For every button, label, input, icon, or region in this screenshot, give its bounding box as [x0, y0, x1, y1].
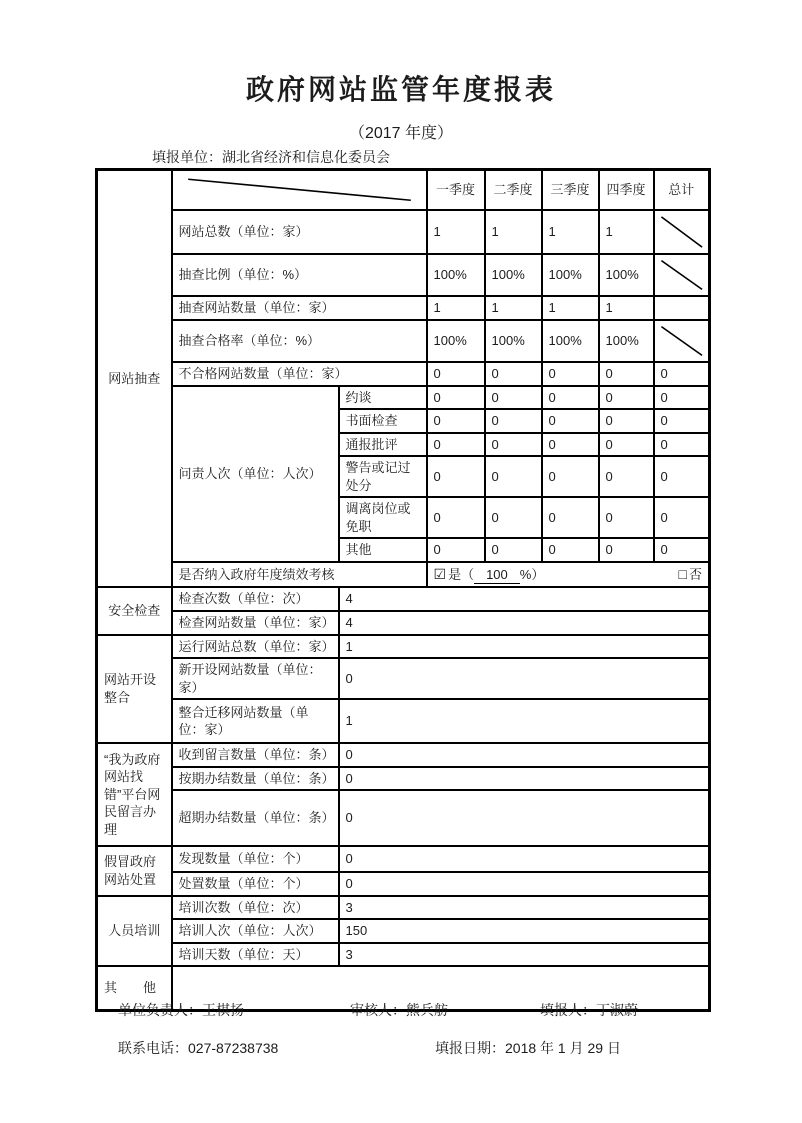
row-train-times	[97, 896, 710, 920]
cell-q4: 0	[599, 456, 654, 497]
row-label: 抽查比例（单位：%）	[172, 254, 427, 296]
cell-q2: 0	[485, 433, 542, 457]
reporting-unit: 填报单位：湖北省经济和信息化委员会	[152, 149, 390, 165]
cell-q1: 1	[427, 296, 485, 320]
cell-total: 0	[654, 409, 710, 433]
col-header-q1: 一季度	[427, 170, 485, 210]
kpi-answer-cell	[427, 562, 710, 588]
kpi-no-label: 否	[688, 567, 702, 583]
cell-q2: 1	[485, 296, 542, 320]
row-site-total	[97, 210, 710, 254]
row-label: 检查次数（单位：次）	[172, 587, 339, 611]
cell-q4: 0	[599, 386, 654, 410]
group-feedback: “我为政府网站找错”平台网民留言办理	[97, 743, 172, 846]
cell-q2: 0	[485, 456, 542, 497]
sub-label: 书面检查	[339, 409, 427, 433]
cell-value: 0	[339, 872, 710, 896]
row-accountability-sub	[97, 386, 710, 410]
footer-signatures	[0, 1000, 802, 1020]
cell-q2: 0	[485, 538, 542, 562]
cell-q4: 1	[599, 210, 654, 254]
col-header-q2: 二季度	[485, 170, 542, 210]
cell-value: 1	[339, 635, 710, 659]
sub-label: 警告或记过处分	[339, 456, 427, 497]
kpi-no	[679, 565, 702, 584]
cell-total-strikethrough	[654, 210, 710, 254]
kpi-yes-percent: 100	[474, 566, 520, 585]
row-new-sites	[97, 658, 710, 699]
cell-q2: 100%	[485, 320, 542, 362]
cell-value: 0	[339, 767, 710, 791]
cell-q1: 1	[427, 210, 485, 254]
group-fake: 假冒政府网站处置	[97, 846, 172, 896]
row-label: 网站总数（单位：家）	[172, 210, 427, 254]
cell-q3: 1	[542, 296, 599, 320]
row-label: 抽查网站数量（单位：家）	[172, 296, 427, 320]
row-security-sites	[97, 611, 710, 635]
row-migrated	[97, 699, 710, 743]
report-table	[95, 168, 711, 1012]
cell-value: 150	[339, 919, 710, 943]
cell-q2: 0	[485, 362, 542, 386]
sub-label: 其他	[339, 538, 427, 562]
diagonal-line-icon	[655, 321, 709, 361]
cell-value: 4	[339, 587, 710, 611]
row-label: 收到留言数量（单位：条）	[172, 743, 339, 767]
cell-value: 0	[339, 790, 710, 846]
cell-q2: 1	[485, 210, 542, 254]
row-msg-ontime	[97, 767, 710, 791]
cell-total: 0	[654, 362, 710, 386]
cell-q2: 0	[485, 386, 542, 410]
row-label: 按期办结数量（单位：条）	[172, 767, 339, 791]
row-kpi	[97, 562, 710, 588]
sub-label: 调离岗位或免职	[339, 497, 427, 538]
row-msg-received	[97, 743, 710, 767]
cell-value: 4	[339, 611, 710, 635]
checkbox-checked-icon: ☑	[433, 565, 447, 582]
row-label: 超期办结数量（单位：条）	[172, 790, 339, 846]
cell-q1: 0	[427, 409, 485, 433]
diagonal-line-icon	[655, 211, 709, 253]
cell-q3: 0	[542, 456, 599, 497]
row-label: 处置数量（单位：个）	[172, 872, 339, 896]
cell-total: 0	[654, 433, 710, 457]
col-header-q4: 四季度	[599, 170, 654, 210]
cell-q1: 100%	[427, 254, 485, 296]
footer-contact	[0, 1038, 802, 1058]
cell-q1: 0	[427, 433, 485, 457]
kpi-yes-prefix: 是（	[448, 566, 475, 582]
row-sample-ratio	[97, 254, 710, 296]
cell-value: 3	[339, 943, 710, 967]
row-label: 培训天数（单位：天）	[172, 943, 339, 967]
table-header-row	[97, 170, 710, 210]
cell-q4: 0	[599, 538, 654, 562]
row-label-accountability: 问责人次（单位：人次）	[172, 386, 339, 562]
checkbox-unchecked-icon: □	[678, 566, 687, 583]
cell-q1: 0	[427, 497, 485, 538]
cell-q4: 0	[599, 409, 654, 433]
cell-q3: 0	[542, 409, 599, 433]
cell-value: 0	[339, 846, 710, 872]
cell-q3: 100%	[542, 320, 599, 362]
cell-total: 0	[654, 456, 710, 497]
cell-q3: 0	[542, 538, 599, 562]
row-security-times	[97, 587, 710, 611]
cell-value: 3	[339, 896, 710, 920]
auditor: 审核人：熊兵舫	[350, 1002, 448, 1018]
row-label: 培训次数（单位：次）	[172, 896, 339, 920]
cell-q2: 0	[485, 409, 542, 433]
cell-q3: 0	[542, 362, 599, 386]
cell-q3: 1	[542, 210, 599, 254]
row-pass-rate	[97, 320, 710, 362]
diagonal-line-icon	[655, 255, 709, 295]
cell-q2: 100%	[485, 254, 542, 296]
cell-q3: 100%	[542, 254, 599, 296]
cell-q4: 100%	[599, 254, 654, 296]
cell-q3: 0	[542, 386, 599, 410]
cell-q1: 0	[427, 386, 485, 410]
cell-value: 0	[339, 658, 710, 699]
cell-total-strikethrough	[654, 320, 710, 362]
row-label: 是否纳入政府年度绩效考核	[172, 562, 427, 588]
cell-q4: 1	[599, 296, 654, 320]
cell-q2: 0	[485, 497, 542, 538]
cell-q4: 0	[599, 433, 654, 457]
row-label: 新开设网站数量（单位：家）	[172, 658, 339, 699]
cell-q4: 0	[599, 497, 654, 538]
cell-q3: 0	[542, 433, 599, 457]
cell-q3: 0	[542, 497, 599, 538]
kpi-yes-suffix: %）	[519, 566, 545, 582]
row-train-people	[97, 919, 710, 943]
group-security: 安全检查	[97, 587, 172, 634]
cell-q1: 0	[427, 538, 485, 562]
cell-total-strikethrough	[654, 254, 710, 296]
row-sample-count	[97, 296, 710, 320]
cell-q1: 100%	[427, 320, 485, 362]
diagonal-line-icon	[173, 171, 426, 209]
row-label: 抽查合格率（单位：%）	[172, 320, 427, 362]
cell-total: 0	[654, 538, 710, 562]
row-label: 运行网站总数（单位：家）	[172, 635, 339, 659]
group-setup: 网站开设整合	[97, 635, 172, 744]
row-label: 检查网站数量（单位：家）	[172, 611, 339, 635]
row-label: 培训人次（单位：人次）	[172, 919, 339, 943]
cell-value: 0	[339, 743, 710, 767]
row-train-days	[97, 943, 710, 967]
cell-q4: 100%	[599, 320, 654, 362]
row-fake-handled	[97, 872, 710, 896]
header-diagonal-cell	[172, 170, 427, 210]
group-spotcheck: 网站抽查	[97, 170, 172, 588]
row-fake-found	[97, 846, 710, 872]
row-run-total	[97, 635, 710, 659]
cell-q4: 0	[599, 362, 654, 386]
row-label: 整合迁移网站数量（单位：家）	[172, 699, 339, 743]
group-training: 人员培训	[97, 896, 172, 967]
cell-total: 0	[654, 497, 710, 538]
col-header-total: 总计	[654, 170, 710, 210]
report-year: （2017 年度）	[348, 125, 454, 142]
cell-q1: 0	[427, 362, 485, 386]
filler: 填报人：丁淑蔚	[540, 1002, 638, 1018]
row-fail-count	[97, 362, 710, 386]
cell-value: 1	[339, 699, 710, 743]
cell-q1: 0	[427, 456, 485, 497]
contact-phone: 联系电话：027-87238738	[118, 1040, 279, 1056]
group-other: 其 他	[97, 966, 172, 1010]
cell-total-empty	[654, 296, 710, 320]
page-title: 政府网站监管年度报表	[245, 74, 556, 105]
row-label: 发现数量（单位：个）	[172, 846, 339, 872]
sub-label: 通报批评	[339, 433, 427, 457]
cell-total: 0	[654, 386, 710, 410]
unit-head: 单位负责人：王棋扬	[118, 1002, 244, 1018]
sub-label: 约谈	[339, 386, 427, 410]
row-msg-overdue	[97, 790, 710, 846]
row-label: 不合格网站数量（单位：家）	[172, 362, 427, 386]
col-header-q3: 三季度	[542, 170, 599, 210]
kpi-yes	[434, 565, 545, 585]
report-date: 填报日期：2018 年 1 月 29 日	[435, 1040, 621, 1056]
